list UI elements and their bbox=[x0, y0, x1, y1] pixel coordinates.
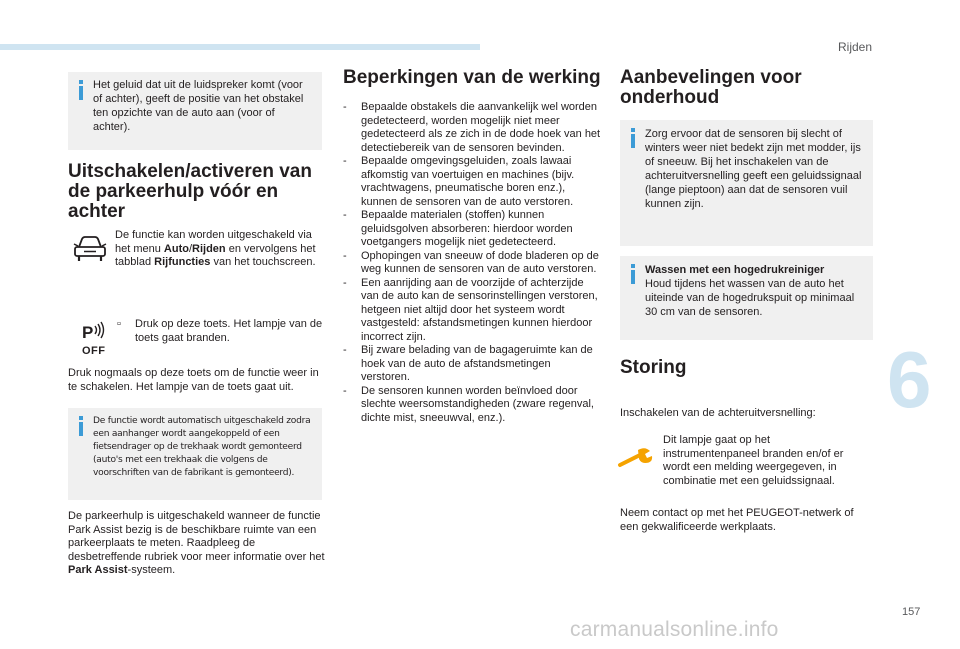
limitation-item: - De sensoren kunnen worden beïnvloed door slechte weersomstandigheden (zware regenval, dichte mist, sneeuwval, enz.). bbox=[343, 385, 601, 426]
limitations-list bbox=[343, 101, 601, 425]
limitation-item: - Bepaalde materialen (stoffen) kunnen geluidsgolven absorberen: hierdoor worden voetgangers mogelijk niet gedetecteerd. bbox=[343, 209, 601, 250]
info-note-pressure-washer bbox=[620, 256, 873, 340]
page-number: 157 bbox=[902, 606, 921, 618]
section-label: Rijden bbox=[838, 40, 873, 54]
limitation-item: - Bepaalde omgevingsgeluiden, zoals lawaai afkomstig van voertuigen en machines (bijv. vrachtwagens, pneumatische boren enz.), kunnen de sensoren van de auto verstoren. bbox=[343, 155, 601, 209]
section-heading-deactivate: Uitschakelen/activeren van de parkeerhulp vóór en achter bbox=[68, 161, 312, 222]
section-heading-limitations: Beperkingen van de werking bbox=[343, 67, 601, 88]
info-note-maintenance bbox=[620, 120, 873, 246]
info-note-text: De functie wordt automatisch uitgeschakeld zodra een aanhanger wordt aangekoppeld of een fietsendrager op de trekhaak wordt gemonteerd (auto's met een trekhaak die volgens de voorschriften van de fabrikant is gemonteerd). bbox=[93, 416, 311, 478]
info-icon bbox=[629, 264, 639, 286]
watermark: carmanualsonline.info bbox=[570, 618, 779, 641]
section-heading-maintenance: Aanbevelingen voor onderhoud bbox=[620, 67, 802, 108]
info-note-title: Wassen met een hogedrukreiniger bbox=[645, 264, 825, 276]
header-color-bar bbox=[0, 44, 480, 50]
fault-lamp-text: Dit lampje gaat op het instrumentenpaneel branden en/of er wordt een melding weergegeven, in combinatie met een geluidssignaal. bbox=[663, 434, 844, 487]
press-again-text: Druk nogmaals op deze toets om de functie weer in te schakelen. Het lampje van de toets gaat uit. bbox=[68, 367, 319, 393]
info-icon bbox=[77, 416, 87, 438]
info-note-text: Zorg ervoor dat de sensoren bij slecht of winters weer niet bedekt zijn met modder, ijs of sneeuw. Bij het inschakelen van de achteruitversnelling geeft een geluidssignaal (lange pieptoon) aan dat de sensoren vuil kunnen zijn. bbox=[645, 128, 862, 210]
contact-text: Neem contact op met het PEUGEOT-netwerk of een gekwalificeerde werkplaats. bbox=[620, 507, 854, 533]
off-label: OFF bbox=[82, 345, 106, 357]
info-note-text: Houd tijdens het wassen van de auto het uiteinde van de hogedrukspuit op minimaal 30 cm van de sensoren. bbox=[645, 278, 855, 318]
info-note-speaker bbox=[68, 72, 322, 150]
press-button-instruction: ▫ Druk op deze toets. Het lampje van de toets gaat branden. bbox=[117, 318, 323, 344]
chapter-number: 6 bbox=[887, 335, 932, 424]
fault-intro: Inschakelen van de achteruitversnelling: bbox=[620, 407, 816, 419]
section-heading-fault: Storing bbox=[620, 357, 687, 378]
car-front-icon bbox=[72, 234, 108, 264]
info-note-trailer bbox=[68, 408, 322, 500]
limitation-item: - Een aanrijding aan de voorzijde of achterzijde van de auto kan de sensorinstellingen verstoren, hetgeen niet altijd door het systeem wordt vastgesteld: afstandsmetingen kunnen hierdoor incorrect zijn. bbox=[343, 277, 601, 345]
svg-text:P: P bbox=[82, 323, 94, 342]
menu-instruction: De functie kan worden uitgeschakeld via het menu Auto/Rijden en vervolgens het tabblad Rijfuncties van het touchscreen. bbox=[115, 229, 316, 268]
park-assist-text: De parkeerhulp is uitgeschakeld wanneer de functie Park Assist bezig is de beschikbare ruimte van een parkeerplaats te meten. Raadpleeg de desbetreffende rubriek voor meer informatie over het Park Assist-systeem. bbox=[68, 510, 325, 576]
limitation-item: - Bepaalde obstakels die aanvankelijk wel worden gedetecteerd, worden mogelijk niet meer gedetecteerd als ze zich in de dode hoek van het detectiebereik van de sensoren bevinden. bbox=[343, 101, 601, 155]
info-note-text: Het geluid dat uit de luidspreker komt (voor of achter), geeft de positie van het obstakel ten opzichte van de auto aan (voor of achter). bbox=[93, 79, 304, 133]
limitation-item: - Bij zware belading van de bagageruimte kan de hoek van de auto de afstandsmetingen verstoren. bbox=[343, 344, 601, 385]
info-icon bbox=[629, 128, 639, 150]
limitation-item: - Ophopingen van sneeuw of dode bladeren op de weg kunnen de sensoren van de auto verstoren. bbox=[343, 250, 601, 277]
wrench-warning-icon bbox=[616, 445, 656, 471]
info-icon bbox=[77, 80, 87, 102]
